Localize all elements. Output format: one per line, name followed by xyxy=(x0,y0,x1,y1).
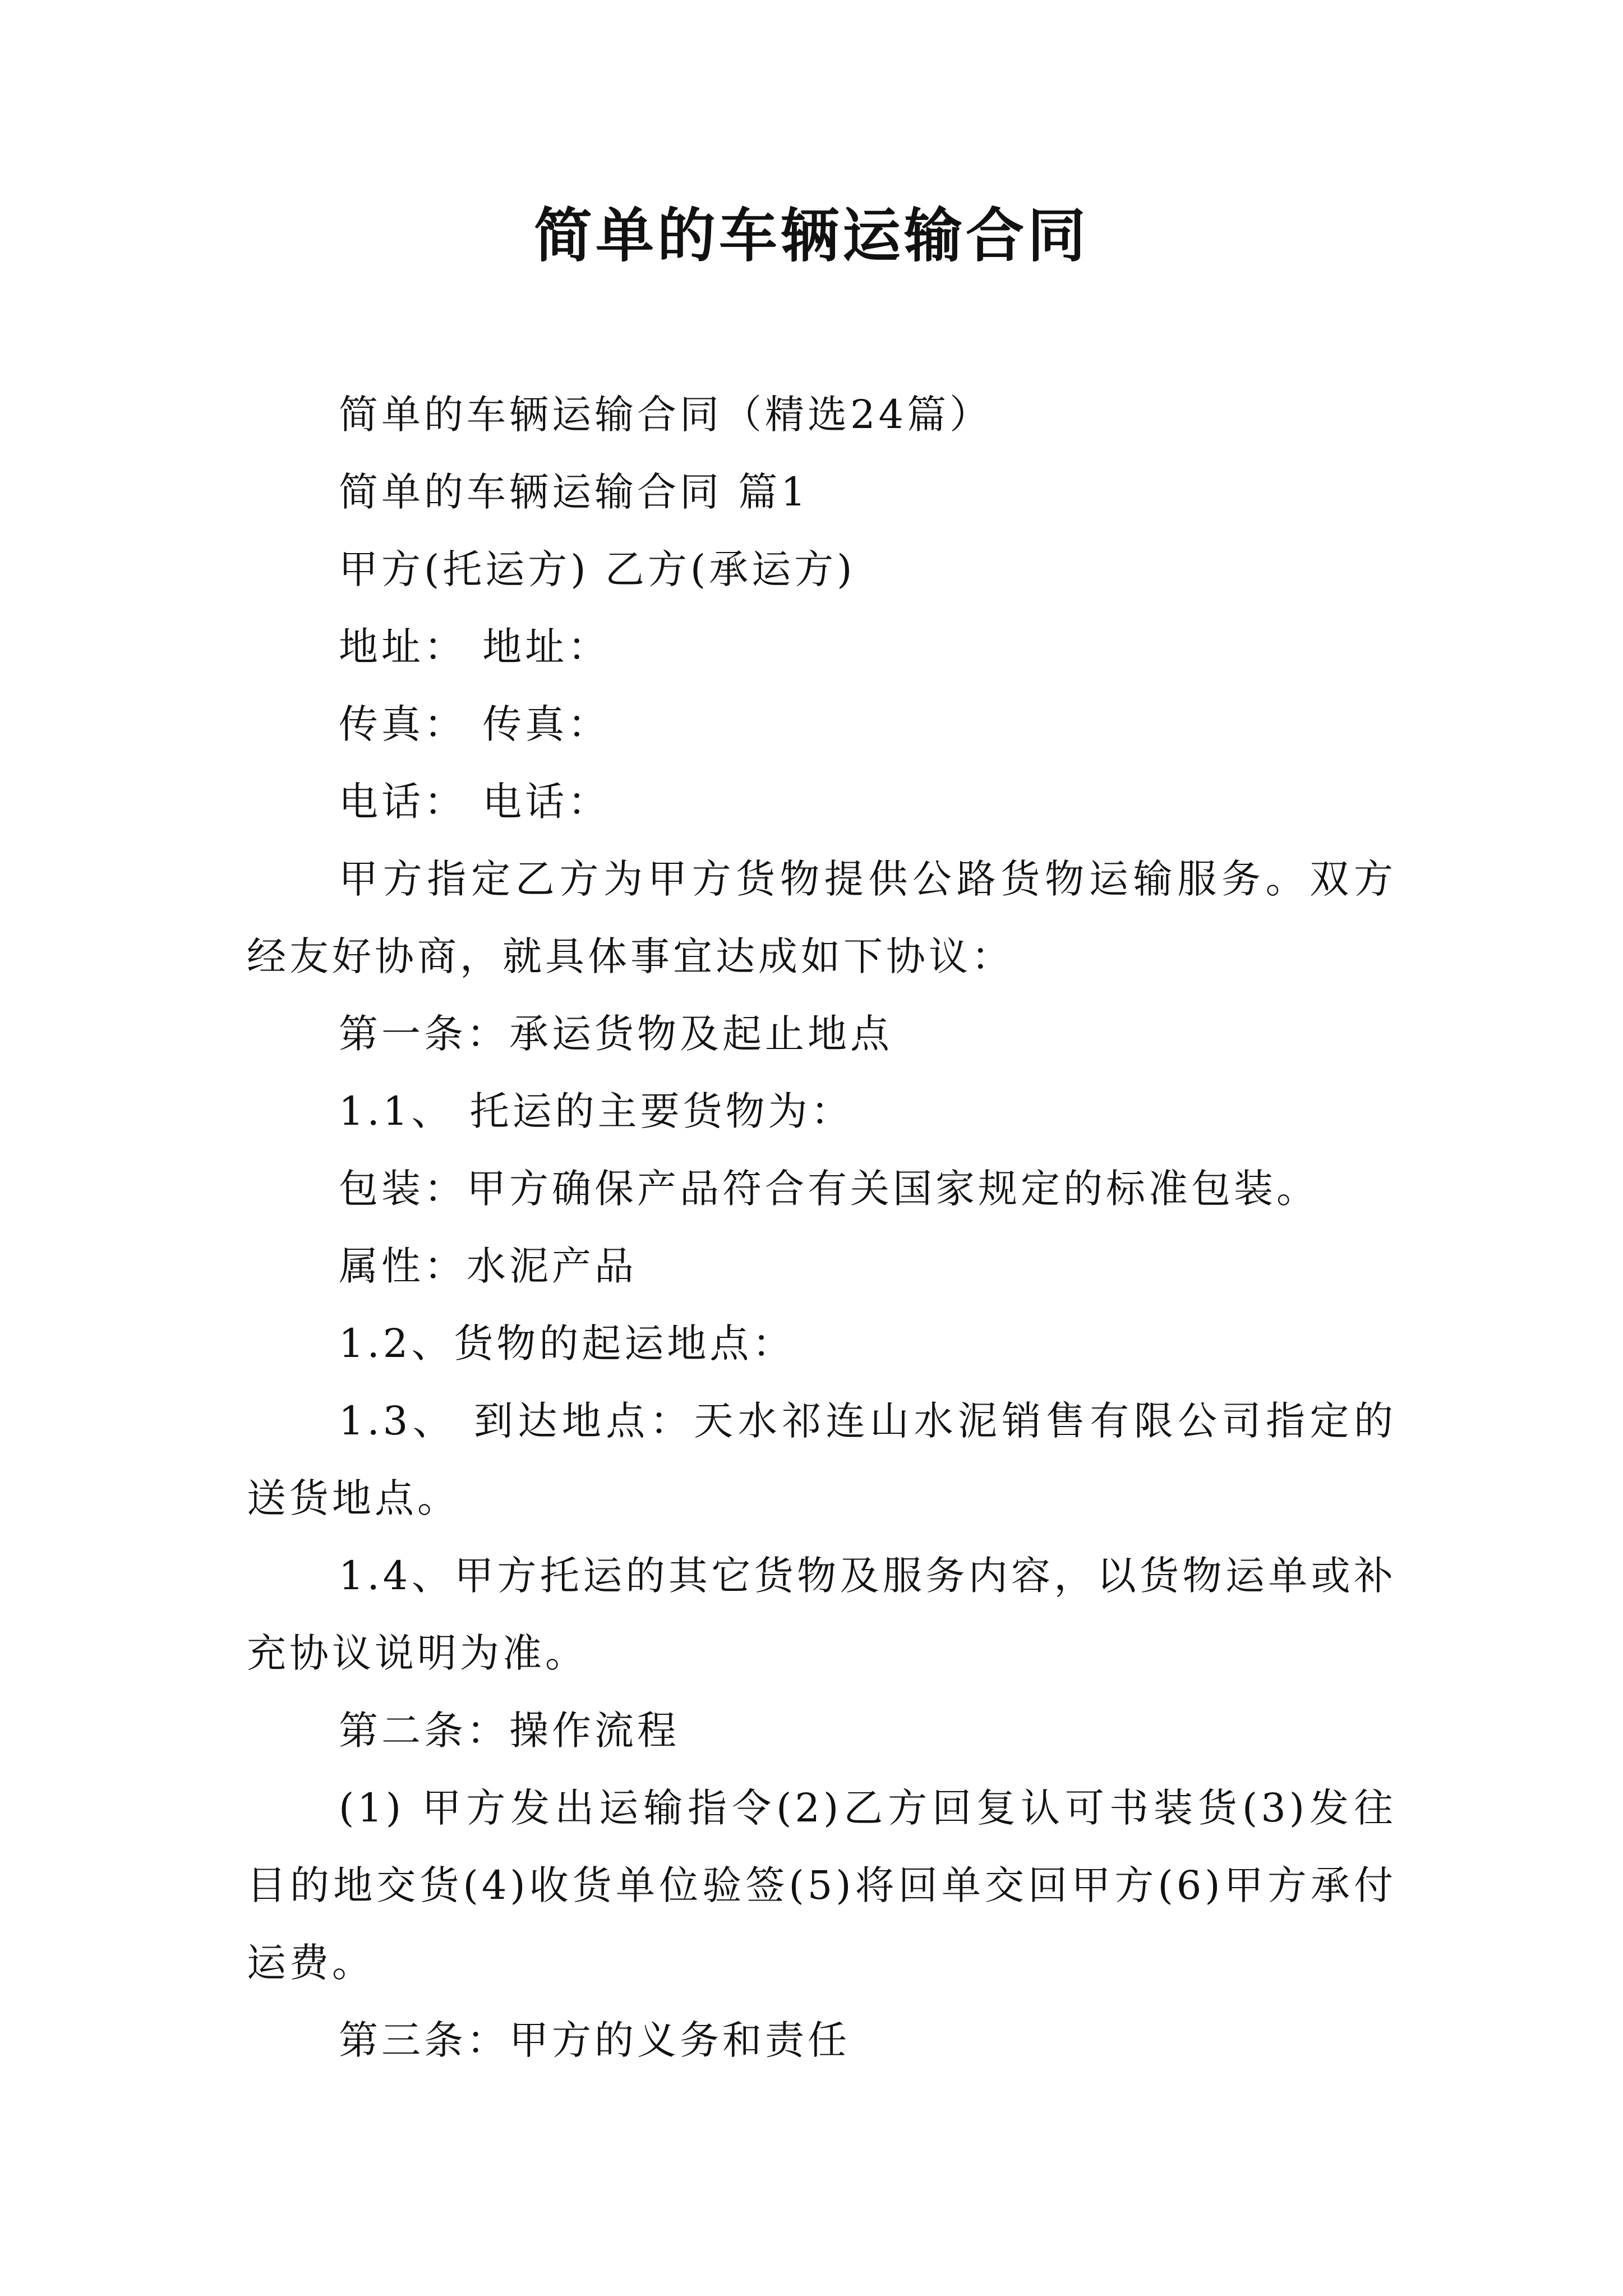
paragraph-section-heading: 简单的车辆运输合同 篇1 xyxy=(339,469,809,515)
paragraph-attribute: 属性：水泥产品 xyxy=(339,1243,637,1289)
paragraph-packaging: 包装：甲方确保产品符合有关国家规定的标准包装。 xyxy=(339,1166,1319,1212)
paragraph-phone: 电话： 电话： xyxy=(339,779,611,825)
paragraph-parties: 甲方(托运方) 乙方(承运方) xyxy=(339,546,856,592)
paragraph-process-steps: (1) 甲方发出运输指令(2)乙方回复认可书装货(3)发往目的地交货(4)收货单位验签(5)将回单交回甲方(6)甲方承付运费。 xyxy=(247,1785,1396,1986)
paragraph-intro: 甲方指定乙方为甲方货物提供公路货物运输服务。双方经友好协商，就具体事宜达成如下协议： xyxy=(247,856,1396,979)
paragraph-clause-1-1: 1.1、 托运的主要货物为： xyxy=(339,1088,854,1134)
paragraph-clause-1-2: 1.2、货物的起运地点： xyxy=(339,1320,795,1366)
document-body xyxy=(247,376,1396,2079)
paragraph-clause-1-4: 1.4、甲方托运的其它货物及服务内容，以货物运单或补充协议说明为准。 xyxy=(247,1553,1396,1676)
paragraph-address: 地址： 地址： xyxy=(339,624,611,670)
paragraph-article-3-heading: 第三条：甲方的义务和责任 xyxy=(339,2017,850,2063)
paragraph-article-1-heading: 第一条：承运货物及起止地点 xyxy=(339,1011,893,1057)
paragraph-article-2-heading: 第二条：操作流程 xyxy=(339,1708,680,1754)
paragraph-subtitle: 简单的车辆运输合同（精选24篇） xyxy=(339,392,993,438)
document-title: 简单的车辆运输合同 xyxy=(533,201,1089,270)
paragraph-fax: 传真： 传真： xyxy=(339,701,611,747)
paragraph-clause-1-3: 1.3、 到达地点：天水祁连山水泥销售有限公司指定的送货地点。 xyxy=(247,1398,1396,1521)
